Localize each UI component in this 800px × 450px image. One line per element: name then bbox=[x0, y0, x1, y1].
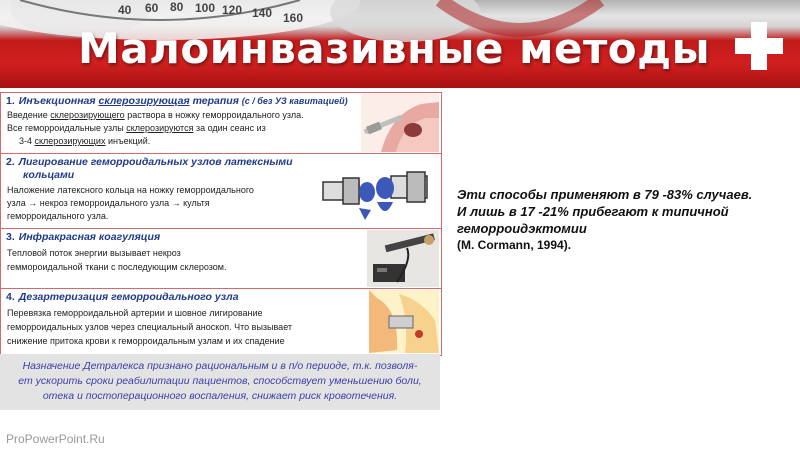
gauge-digit: 100 bbox=[195, 1, 216, 15]
footer-watermark: ProPowerPoint.Ru bbox=[6, 432, 105, 446]
method-title: 1. Инъекционная склерозирующая терапия (с / без УЗ кавитацией) bbox=[6, 95, 348, 107]
infrared-device-illustration bbox=[367, 230, 439, 287]
gauge-digit: 80 bbox=[170, 0, 184, 14]
gauge-digit: 160 bbox=[283, 11, 304, 25]
method-infrared-box bbox=[0, 228, 442, 290]
injection-illustration bbox=[361, 94, 439, 152]
methods-slide bbox=[0, 92, 442, 410]
header-banner bbox=[0, 0, 800, 88]
stats-line: И лишь в 17 -21% прибегают к типичной bbox=[457, 204, 729, 219]
note-line: Назначение Детралекса признано рациональным и в п/о периоде, т.к. позволя- bbox=[22, 360, 418, 372]
method-text: геморроидальных узлов через специальный аноскоп. Что вызывает bbox=[7, 322, 293, 332]
gauge-digit: 140 bbox=[252, 6, 273, 20]
method-dearterialization-box bbox=[0, 288, 442, 356]
stats-line: Эти способы применяют в 79 -83% случаев. bbox=[457, 187, 753, 202]
page-title: Малоинвазивные методы bbox=[78, 24, 711, 73]
method-text: Тепловой поток энергии вызывает некроз bbox=[7, 248, 181, 258]
gauge-digit: 40 bbox=[118, 3, 132, 17]
method-text: Введение склерозирующего раствора в ножку геморроидального узла. bbox=[7, 110, 304, 120]
note-line: ет ускорить сроки реабилитации пациентов, способствует уменьшению боли, bbox=[18, 375, 422, 387]
method-injection-box bbox=[0, 92, 442, 155]
method-text: геммороидальной ткани с последующим склерозом. bbox=[7, 262, 227, 272]
method-text: Все геморроидальные узлы склерозируются за один сеанс из bbox=[7, 123, 266, 133]
method-title: 3. Инфракрасная коагуляция bbox=[6, 231, 161, 243]
method-text: узла → некроз геморроидального узла → культя bbox=[7, 198, 210, 208]
method-title-continued: кольцами bbox=[23, 169, 75, 181]
method-text: снижение притока крови к геморроидальным узлам и их спадение bbox=[7, 336, 285, 346]
method-text: Наложение латексного кольца на ножку геморроидального bbox=[7, 185, 254, 195]
method-title: 2. Лигирование геморроидальных узлов латексными bbox=[6, 156, 293, 168]
stats-reference: (M. Cormann, 1994). bbox=[457, 238, 572, 252]
medical-cross-icon bbox=[735, 22, 783, 70]
stats-line: геморроидэктомии bbox=[457, 221, 587, 236]
statistics-text bbox=[457, 186, 752, 254]
detralex-note bbox=[0, 354, 440, 410]
method-text: 3-4 склерозирующих инъекций. bbox=[19, 136, 151, 146]
method-title: 4. Дезартеризация геморроидального узла bbox=[6, 291, 239, 303]
gauge-digit: 120 bbox=[222, 3, 243, 17]
note-line: отека и постоперационного воспаления, снижает риск кровотечения. bbox=[42, 390, 398, 402]
method-text: геморроидального узла. bbox=[7, 211, 109, 221]
ligation-illustration bbox=[319, 158, 439, 226]
method-text: Перевязка геморроидальной артерии и шовное лигирование bbox=[7, 308, 263, 318]
method-ligation-box bbox=[0, 153, 442, 230]
gauge-digit: 60 bbox=[145, 1, 159, 15]
dearterialization-illustration bbox=[369, 290, 439, 353]
